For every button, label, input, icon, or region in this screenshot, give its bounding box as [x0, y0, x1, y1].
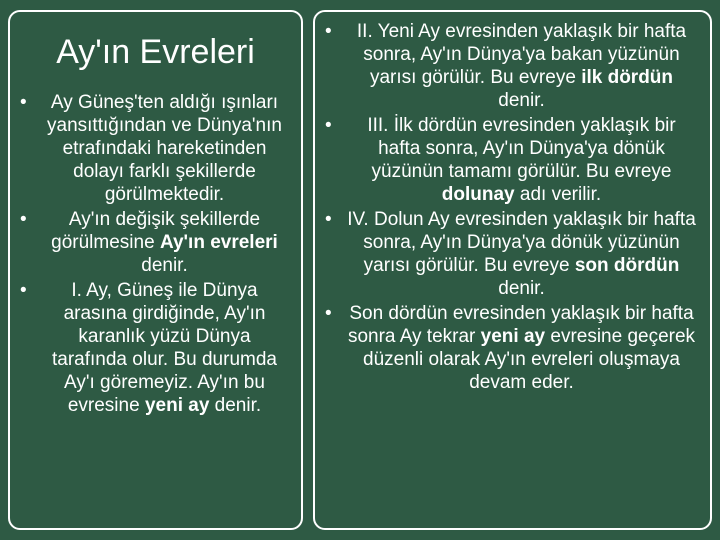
bullet-text: denir.: [498, 90, 545, 111]
bullet-item: [317, 302, 702, 394]
bullet-text: evresine geçerek düzenli olarak Ay'ın evreleri oluşmaya devam eder.: [363, 326, 696, 393]
bullet-icon: •: [325, 115, 332, 136]
bullet-item: [12, 279, 293, 417]
bold-term: yeni ay: [144, 395, 210, 417]
bullet-text: Son dördün evresinden yaklaşık bir hafta sonra Ay tekrar: [347, 303, 694, 347]
bold-term: son dördün: [574, 255, 680, 276]
bullet-item: [12, 91, 293, 206]
left-panel: [8, 10, 303, 530]
bullet-item: [12, 208, 293, 277]
bullet-item: [317, 208, 702, 300]
bullet-text: denir.: [141, 255, 188, 277]
bold-term: dolunay: [441, 184, 515, 205]
bullet-icon: •: [20, 92, 27, 114]
bullet-icon: •: [325, 209, 332, 230]
slide-title: Ay'ın Evreleri: [56, 33, 255, 71]
bullet-text: Ay Güneş'ten aldığı ışınları yansıttığından ve Dünya'nın etrafındaki hareketinden dolayı farklı şekillerde görülmektedir.: [47, 92, 282, 206]
bullet-icon: •: [20, 209, 27, 231]
bullet-text: denir.: [209, 395, 262, 417]
bullet-text: IV. Dolun Ay evresinden yaklaşık bir hafta sonra, Ay'ın Dünya'ya dönük yüzünün yarısı görülür. Bu evreye: [347, 209, 696, 276]
bullet-icon: •: [20, 280, 27, 302]
bullet-icon: •: [325, 303, 332, 324]
right-bullet-list: [315, 12, 710, 394]
bold-term: Ay'ın evreleri: [159, 232, 278, 254]
bullet-text: I. Ay, Güneş ile Dünya arasına girdiğinde, Ay'ın karanlık yüzü Dünya tarafında olur. Bu durumda Ay'ı göremeyiz. Ay'ın bu evresine: [52, 280, 277, 417]
bullet-text: III. İlk dördün evresinden yaklaşık bir hafta sonra, Ay'ın Dünya'ya dönük yüzünün tamamı görülür. Bu evreye: [367, 115, 676, 182]
right-panel: [313, 10, 712, 530]
bullet-item: [317, 114, 702, 206]
bullet-text: adı verilir.: [514, 184, 602, 205]
bold-term: yeni ay: [480, 326, 546, 347]
bullet-text: II. Yeni Ay evresinden yaklaşık bir hafta sonra, Ay'ın Dünya'ya bakan yüzünün yarısı görülür. Bu evreye: [356, 21, 687, 88]
bullet-icon: •: [325, 21, 332, 42]
bold-term: ilk dördün: [581, 67, 674, 88]
left-bullet-list: [10, 91, 301, 417]
bullet-text: Ay'ın değişik şekillerde görülmesine: [51, 209, 261, 254]
bullet-text: denir.: [498, 278, 545, 299]
bullet-item: [317, 20, 702, 112]
